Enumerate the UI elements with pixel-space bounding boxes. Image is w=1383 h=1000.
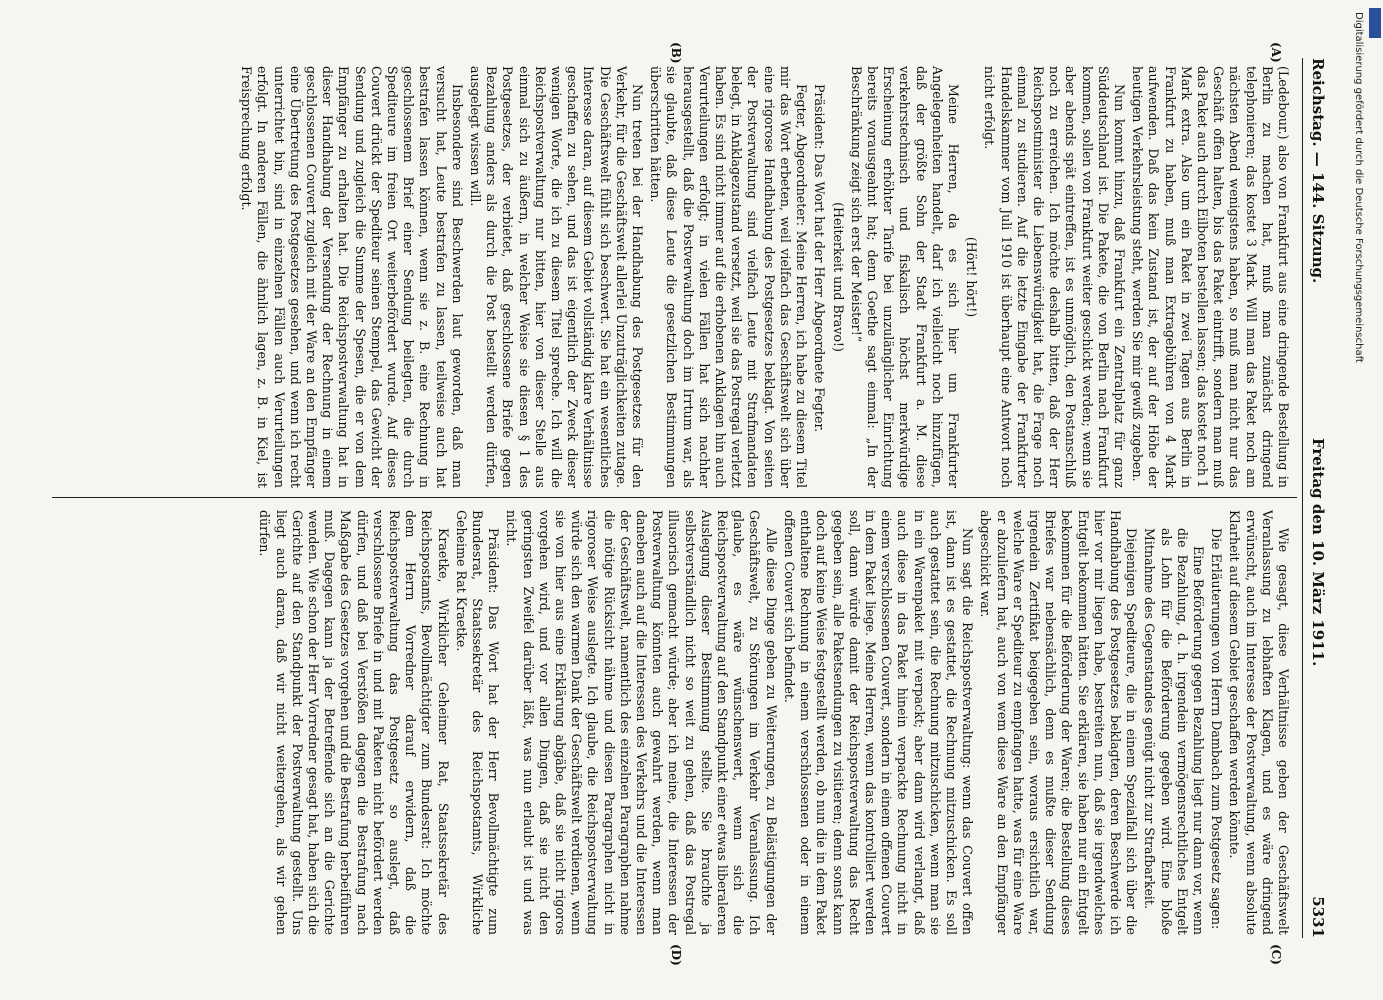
- header-rule: [1302, 58, 1303, 938]
- left-column: [236, 66, 1291, 488]
- paragraph: Nun sagt die Reichspostverwaltung: wenn das Couvert offen ist, dann ist es gestattet, die Rechnung mitzuschicken. Es soll auch gestattet sein, die Rechnung mitzuschicken, wenn man sie in ein Warenpaket mit verpackt; aber dann wird verlangt, daß auch diese in das Paket hinein verpackte Rechnung nicht in einem verschlossenen Couvert, sondern in einem offenen Couvert in dem Paket liege. Meine Herren, wenn das kontrolliert werden soll, dann würde damit der Reichspostverwaltung das Recht gegeben sein, alle Paketsendungen zu visitieren; denn sonst kann doch auf keine Weise festgestellt werden, ob nun die in dem Paket enthaltene Rechnung in einem verschlossenen oder in einem offenen Couvert sich befindet.: [781, 510, 976, 935]
- page-number: 5331: [1309, 896, 1327, 938]
- paragraph: (Ledebour.) also von Frankfurt aus eine dringende Bestellung in Berlin zu machen hat, muß man zunächst dringend telephonieren; das kostet 3 Mark. Will man das Paket noch am nächsten Abend wenigstens haben, so muß man nicht nur das Geschäft offen halten, bis das Paket eintrifft, sondern man muß das Paket auch durch Eilboten bestellen lassen; das kostet noch 1 Mark extra. Also um ein Paket in zwei Tagen aus Berlin in Frankfurt zu haben, muß man Extragebühren von 4 Mark aufwenden. Daß das kein Zustand ist, der auf der Höhe der heutigen Verkehrsleistung steht, werden Sie mir gewiß zugeben.: [1130, 66, 1291, 488]
- right-column: [254, 510, 1291, 935]
- header-left: Reichstag. — 144. Sitzung.: [1309, 58, 1327, 284]
- margin-marker-a: (A): [1269, 42, 1283, 63]
- margin-marker-b: (B): [669, 42, 683, 64]
- paragraph: Alle diese Dinge geben zu Weiterungen, zu Belästigungen der Geschäftswelt, zu Störungen im Verkehr Veranlassung. Ich glaube, es wäre wünschenswert, wenn sich die Reichspostverwaltung auf den Standpunkt einer etwas liberaleren Auslegung dieser Bestimmung stellte. Sie brauchte ja selbstverständlich nicht so weit zu gehen, daß das Postregal illusorisch gemacht würde; aber ich meine, die Interessen der Postverwaltung könnten auch gewahrt werden, wenn man daneben auch auf die Interessen des Verkehrs und die Interessen der Geschäftswelt, namentlich des einzelnen Paragraphen nahme die nötige Rücksicht nähme und diesen Paragraphen nicht in rigoroser Weise auslegte. Ich glaube, die Reichspostverwaltung würde sich den warmen Dank der Geschäftswelt verdienen, wenn sie von hier aus eine Erklärung abgäbe, daß sie nicht rigoros vorgehen wird, und vor allen Dingen, daß sie nicht den geringsten Zweifel darüber läßt, was nun erlaubt ist und was nicht.: [504, 510, 779, 935]
- margin-marker-c: (C): [1269, 944, 1283, 965]
- paragraph: Nun kommt hinzu, daß Frankfurt ein Zentralplatz für ganz Süddeutschland ist. Die Pakete, die von Berlin nach Frankfurt kommen, sollen von Frankfurt weiter geschickt werden; wenn sie aber abends spät eintreffen, ist es unmöglich, den Postanschluß noch zu erreichen. Ich möchte deshalb bitten, daß der Herr Reichspostminister die Liebenswürdigkeit hat, die Frage noch einmal zu studieren. Auf die letzte Eingabe der Frankfurter Handelskammer vom Juli 1910 ist überhaupt eine Antwort noch nicht erfolgt.: [982, 66, 1127, 488]
- paragraph: Wie gesagt, diese Verhältnisse geben der Geschäftswelt Veranlassung zu lebhaften Klagen, und es wäre dringend erwünscht, auch im Interesse der Postverwaltung, wenn absolute Klarheit auf diesem Gebiet geschaffen werden könnte.: [1227, 510, 1291, 935]
- column-divider: [52, 497, 1297, 498]
- speaker-paragraph: Präsident: Das Wort hat der Herr Abgeordnete Fegter.: [812, 84, 828, 433]
- credit-text: Digitalisierung gefördert durch die Deutsche Forschungsgemeinschaft: [1353, 12, 1364, 363]
- paragraph: Meine Herren, da es sich hier um Frankfurter Angelegenheiten handelt, darf ich vielleicht noch hinzufügen, daß der größte Sohn der Stadt Frankfurt a. M. diese verkehrstechnisch und fiskalisch höchst merkwürdige Erscheinung erhöhter Tarife bei unzulänglicher Einrichtung bereits vorausgeahnt hat; denn Goethe sagt einmal: „In der Beschränkung zeigt sich erst der Meister!“: [848, 66, 961, 488]
- interjection: (Hört! hört!): [964, 236, 980, 318]
- page-header: [1305, 58, 1327, 938]
- paragraph: Diejenigen Spediteure, die in einem Spezialfall sich über die Handhabung des Postgesetzes beklagten, deren Beschwerde ich hier vor mir liegen habe, bestreiten nun, daß sie irgendwelches Entgelt bekommen hätten. Sie erklären, sie haben nur ein Entgelt bekommen für die Beförderung der Waren; die Bestellung dieses Briefes war nebensächlich, denn es mußte dieser Sendung irgendein Zertifikat beigegeben sein, woraus ersichtlich war, welche Ware er Spediteur zu empfangen hatte, was für eine Ware er abzuliefern hat, auch von wem diese Ware an den Empfänger abgeschickt war.: [978, 510, 1140, 935]
- speaker-paragraph: Kraetke, Wirklicher Geheimer Rat, Staatssekretär des Reichspostamts, Bevollmächtigter zum Bundesrat: Ich möchte dem Herrn Vorredner darauf erwidern, daß die Reichspostverwaltung das Postgesetz so auslegt, daß verschlossene Briefe in und mit Paketen nicht befördert werden dürfen, und daß bei Verstößen dagegen die Bestrafung nach Maßgabe des Gesetzes vorgehen und die Bestrafung herbeiführen muß. Dagegen kann ja der Betreffende sich an die Gerichte wenden. Wie schon der Herr Vorredner gesagt hat, haben sich die Gerichte auf den Standpunkt der Postverwaltung gestellt. Uns liegt auch daran, daß wir nicht weitergehen, als wir gehen dürfen.: [257, 510, 451, 935]
- header-date: Freitag den 10. März 1911.: [1309, 438, 1327, 667]
- interjection: (Heiterkeit und Bravo!): [830, 202, 846, 352]
- digitization-credit: [1352, 12, 1364, 772]
- speaker-paragraph: Fegter, Abgeordneter: Meine Herren, ich habe zu diesem Titel mir das Wort erbeten, weil vielfach das Geschäftswelt sich über eine rigorose Handhabung des Postgesetzes beklagt. Von seiten der Postverwaltung sind vielfach Leute mit Strafmandaten belegt, in Anklagezustand versetzt, weil sie das Postregal verletzt haben. Es sind nicht immer auf die erhobenen Anklagen hin auch Verurteilungen erfolgt; in vielen Fällen hat sich nachher herausgestellt, daß die Postverwaltung doch im Irrtum war, als sie glaubte, daß diese Leute die gesetzlichen Bestimmungen überschritten hätten.: [648, 66, 810, 488]
- paragraph: Insbesondere sind Beschwerden laut geworden, daß man versucht hat, Leute bestrafen zu lassen, teilweise auch hat bestrafen lassen können, wenn sie z. B. eine Rechnung in geschlossenem Brief einer Sendung beilegten, die durch Spediteure im freien Ort weiterbefördert wurde. Auf dieses Couvert drückt der Spediteur seinen Stempel, das Gewicht der Sendung und zugleich die Summe der Spesen, die er von dem Empfänger zu erhalten hat. Die Reichspostverwaltung hat in dieser Handhabung der Versendung der Rechnung in einem geschlossenen Couvert zugleich mit der Ware an den Empfänger eine Übertretung des Postgesetzes gesehen, und wenn ich recht unterrichtet bin, sind in einzelnen Fällen auch Verurteilungen erfolgt. In anderen Fällen, die ähnlich lagen, z. B. in Kiel, ist Freisprechung erfolgt.: [239, 66, 465, 488]
- quotation: Eine Beförderung gegen Bezahlung liegt nur dann vor, wenn die Bezahlung, d. h. irgendein vermögensrechtliches Entgelt als Lohn für die Beförderung gegeben wird. Eine bloße Mitnahme des Gegenstandes genügt nicht zur Strafbarkeit.: [1142, 528, 1206, 935]
- margin-marker-d: (D): [669, 944, 683, 966]
- speaker-paragraph: Präsident: Das Wort hat der Herr Bevollmächtigte zum Bundesrat, Staatssekretär des Reichspostamts, Wirkliche Geheime Rat Kraetke.: [453, 510, 502, 935]
- paragraph: Nun treten bei der Handhabung des Postgesetzes für den Verkehr, für die Geschäftswelt allerlei Unzuträglichkeiten zutage. Die Geschäftswelt fühlt sich beschwert. Sie hat ein wesentliches Interesse daran, auf diesem Gebiet vollständig klare Verhältnisse geschaffen zu sehen, und das ist eigentlich der Zweck dieser wenigen Worte, die ich zu diesem Titel spreche. Ich will die Reichspostverwaltung nur bitten, hier von dieser Stelle aus einmal sich zu äußern, in welcher Weise sie diesen § 1 des Postgesetzes, der verbietet, daß geschlossene Briefe gegen Bezahlung anders als durch die Post bestellt werden dürfen, ausgelegt wissen will.: [468, 66, 646, 488]
- dfg-logo: [1369, 8, 1381, 38]
- paragraph: Die Erläuterungen von Herrn Dambach zum Postgesetz sagen:: [1209, 528, 1225, 930]
